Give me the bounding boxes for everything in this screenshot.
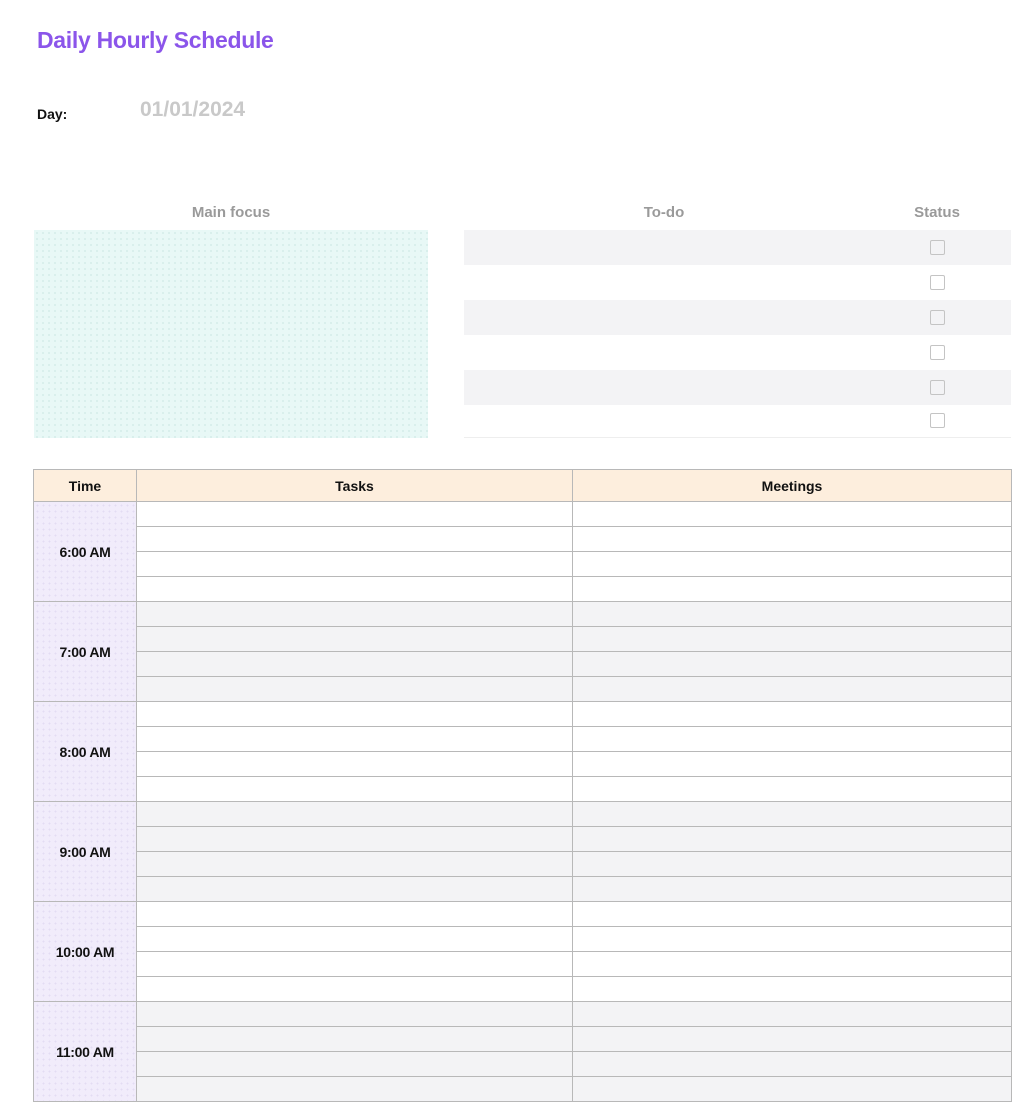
todo-list — [464, 230, 1011, 438]
table-row — [34, 652, 1012, 677]
hour-label: 11:00 AM — [34, 1002, 137, 1102]
todo-item[interactable] — [464, 335, 1011, 370]
table-row — [34, 752, 1012, 777]
meeting-cell[interactable] — [573, 777, 1012, 802]
main-focus-header: Main focus — [191, 204, 271, 221]
table-row — [34, 677, 1012, 702]
meeting-cell[interactable] — [573, 852, 1012, 877]
task-cell[interactable] — [137, 1002, 573, 1027]
task-cell[interactable] — [137, 1052, 573, 1077]
task-cell[interactable] — [137, 727, 573, 752]
table-row — [34, 502, 1012, 527]
tasks-column-header: Tasks — [137, 470, 573, 502]
status-checkbox[interactable] — [930, 345, 945, 360]
meeting-cell[interactable] — [573, 552, 1012, 577]
meeting-cell[interactable] — [573, 877, 1012, 902]
task-cell[interactable] — [137, 927, 573, 952]
meeting-cell[interactable] — [573, 702, 1012, 727]
task-cell[interactable] — [137, 852, 573, 877]
status-checkbox[interactable] — [930, 310, 945, 325]
status-checkbox[interactable] — [930, 275, 945, 290]
task-cell[interactable] — [137, 877, 573, 902]
meeting-cell[interactable] — [573, 602, 1012, 627]
todo-item[interactable] — [464, 230, 1011, 265]
task-cell[interactable] — [137, 1077, 573, 1102]
meeting-cell[interactable] — [573, 1052, 1012, 1077]
schedule-body — [34, 502, 1012, 1102]
task-cell[interactable] — [137, 777, 573, 802]
table-row — [34, 877, 1012, 902]
status-checkbox[interactable] — [930, 413, 945, 428]
table-row — [34, 702, 1012, 727]
task-cell[interactable] — [137, 977, 573, 1002]
time-column-header: Time — [34, 470, 137, 502]
hour-label: 6:00 AM — [34, 502, 137, 602]
hour-label: 8:00 AM — [34, 702, 137, 802]
day-input[interactable]: 01/01/2024 — [140, 98, 246, 121]
todo-header: To-do — [643, 204, 685, 221]
task-cell[interactable] — [137, 652, 573, 677]
todo-item[interactable] — [464, 405, 1011, 438]
meeting-cell[interactable] — [573, 577, 1012, 602]
meeting-cell[interactable] — [573, 627, 1012, 652]
task-cell[interactable] — [137, 602, 573, 627]
meeting-cell[interactable] — [573, 527, 1012, 552]
hour-label: 10:00 AM — [34, 902, 137, 1002]
meeting-cell[interactable] — [573, 977, 1012, 1002]
task-cell[interactable] — [137, 702, 573, 727]
task-cell[interactable] — [137, 752, 573, 777]
meeting-cell[interactable] — [573, 677, 1012, 702]
task-cell[interactable] — [137, 527, 573, 552]
meeting-cell[interactable] — [573, 952, 1012, 977]
hourly-schedule-table — [33, 469, 1012, 1102]
meetings-column-header: Meetings — [573, 470, 1012, 502]
table-row — [34, 802, 1012, 827]
table-row — [34, 552, 1012, 577]
meeting-cell[interactable] — [573, 1077, 1012, 1102]
meeting-cell[interactable] — [573, 1027, 1012, 1052]
table-row — [34, 1052, 1012, 1077]
task-cell[interactable] — [137, 902, 573, 927]
table-row — [34, 1027, 1012, 1052]
task-cell[interactable] — [137, 952, 573, 977]
todo-item[interactable] — [464, 300, 1011, 335]
day-label: Day: — [37, 106, 68, 122]
todo-item[interactable] — [464, 370, 1011, 405]
todo-item[interactable] — [464, 265, 1011, 300]
meeting-cell[interactable] — [573, 727, 1012, 752]
task-cell[interactable] — [137, 1027, 573, 1052]
meeting-cell[interactable] — [573, 802, 1012, 827]
hour-label: 7:00 AM — [34, 602, 137, 702]
table-row — [34, 827, 1012, 852]
table-row — [34, 577, 1012, 602]
task-cell[interactable] — [137, 627, 573, 652]
table-row — [34, 927, 1012, 952]
task-cell[interactable] — [137, 577, 573, 602]
table-row — [34, 902, 1012, 927]
meeting-cell[interactable] — [573, 502, 1012, 527]
task-cell[interactable] — [137, 827, 573, 852]
meeting-cell[interactable] — [573, 902, 1012, 927]
table-row — [34, 852, 1012, 877]
task-cell[interactable] — [137, 802, 573, 827]
meeting-cell[interactable] — [573, 1002, 1012, 1027]
hour-label: 9:00 AM — [34, 802, 137, 902]
table-row — [34, 527, 1012, 552]
table-row — [34, 727, 1012, 752]
task-cell[interactable] — [137, 552, 573, 577]
table-row — [34, 1077, 1012, 1102]
meeting-cell[interactable] — [573, 752, 1012, 777]
task-cell[interactable] — [137, 677, 573, 702]
meeting-cell[interactable] — [573, 927, 1012, 952]
status-checkbox[interactable] — [930, 240, 945, 255]
table-row — [34, 777, 1012, 802]
table-row — [34, 627, 1012, 652]
main-focus-area[interactable] — [34, 230, 428, 438]
status-header: Status — [914, 204, 960, 221]
status-checkbox[interactable] — [930, 380, 945, 395]
task-cell[interactable] — [137, 502, 573, 527]
table-row — [34, 1002, 1012, 1027]
table-row — [34, 952, 1012, 977]
table-row — [34, 977, 1012, 1002]
meeting-cell[interactable] — [573, 827, 1012, 852]
meeting-cell[interactable] — [573, 652, 1012, 677]
table-row — [34, 602, 1012, 627]
page-title: Daily Hourly Schedule — [37, 27, 274, 53]
